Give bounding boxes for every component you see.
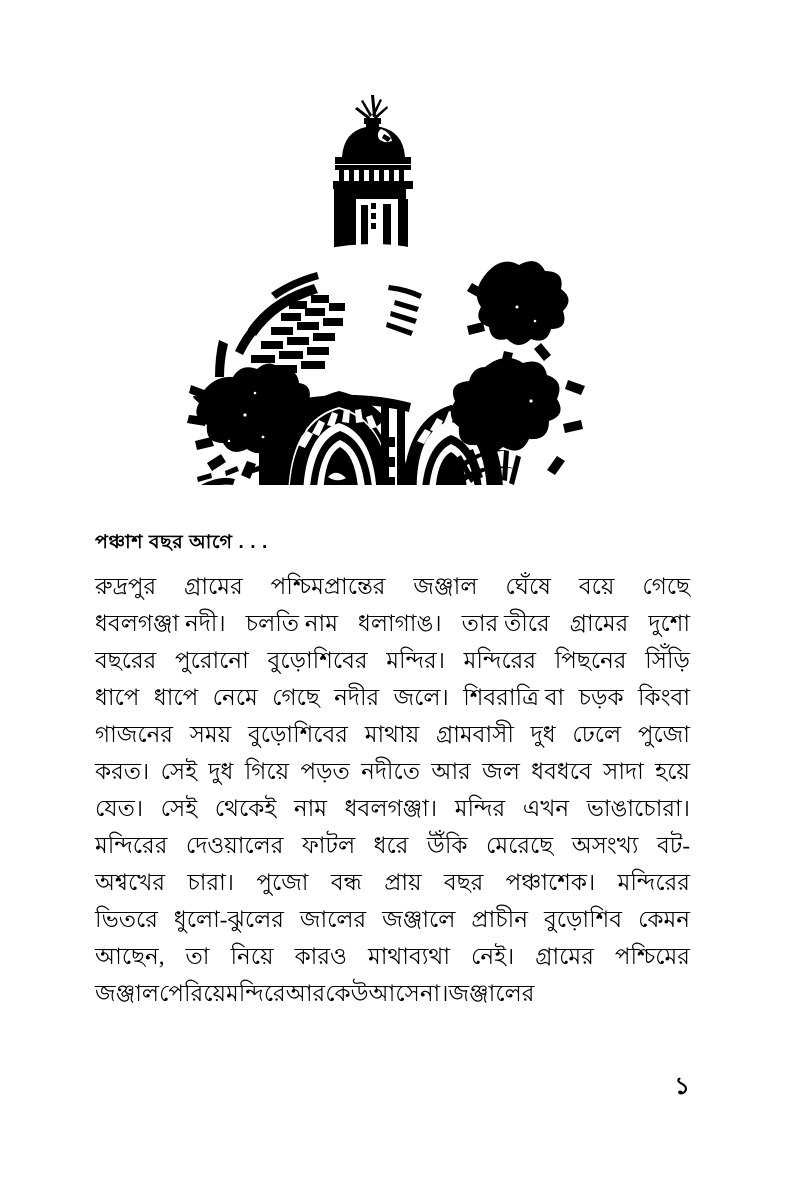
text-word: নিয়ে	[230, 944, 274, 969]
text-word: গ্রামের	[569, 611, 629, 636]
text-word: ধরে	[373, 833, 409, 858]
text-word: কারও	[294, 944, 347, 969]
text-word: উঁকি	[426, 833, 468, 858]
text-line	[95, 642, 690, 679]
text-word: পুরোনো	[175, 648, 249, 673]
text-word: জঞ্জালের	[448, 981, 535, 1006]
text-word: পিছনের	[554, 648, 627, 673]
text-word: আছেন,	[95, 944, 165, 969]
text-word: সেই	[160, 759, 198, 784]
text-word: গাজনের	[95, 722, 173, 747]
text-word: ধবলগঞ্জা।	[344, 796, 438, 821]
text-word: করত।	[95, 759, 150, 784]
text-word: ফাটল	[301, 833, 356, 858]
text-word: সিঁড়ি	[645, 648, 690, 673]
text-word: মন্দিরের	[463, 648, 536, 673]
text-line	[95, 827, 690, 864]
text-line	[95, 901, 690, 938]
text-word: জালের	[299, 907, 367, 932]
text-word: বছরের	[95, 648, 157, 673]
text-word: মেরেছে	[486, 833, 554, 858]
text-word: বুড়োশিবের	[247, 722, 348, 747]
text-word: মন্দির	[454, 796, 506, 821]
text-word: সাদা	[603, 759, 644, 784]
text-word: থেকেই	[214, 796, 277, 821]
text-word: ধলাগাঙ।	[358, 611, 442, 636]
text-word: নদীতে	[361, 759, 420, 784]
page-number: ১	[674, 1074, 690, 1100]
text-word: হয়ে	[655, 759, 690, 784]
text-line	[95, 716, 690, 753]
text-word: নেমে	[212, 685, 258, 710]
text-word: দুধ	[208, 759, 234, 784]
text-word: মাথাব্যথা	[367, 944, 450, 969]
text-word: কেউ	[325, 981, 369, 1006]
text-word: বট-	[656, 833, 690, 858]
text-word: গেছে	[642, 574, 690, 599]
text-word: আর	[431, 759, 471, 784]
text-word: সময়	[189, 722, 232, 747]
body-paragraph	[95, 568, 690, 1012]
text-word: অসংখ্য	[571, 833, 639, 858]
text-line	[95, 753, 690, 790]
text-word: তা	[185, 944, 210, 969]
text-word: জঞ্জালে	[382, 907, 456, 932]
text-word: চড়ক	[578, 685, 624, 710]
text-word: পশ্চিমপ্রান্তের	[270, 574, 386, 599]
text-word: চলতি নাম	[245, 611, 338, 636]
section-heading: পঞ্চাশ বছর আগে . . .	[95, 532, 268, 553]
text-word: অশ্বখের	[95, 870, 166, 895]
text-line	[95, 790, 690, 827]
text-word: গ্রামের	[184, 574, 243, 599]
text-word: ভিতরে	[95, 907, 158, 932]
text-word: মন্দির।	[386, 648, 445, 673]
text-word: জল	[482, 759, 520, 784]
text-word: ধুলো-ঝুলের	[173, 907, 284, 932]
text-word: জঞ্জাল	[413, 574, 478, 599]
text-line	[95, 679, 690, 716]
text-line	[95, 605, 690, 642]
text-word: প্রায়	[384, 870, 422, 895]
text-word: কেমন	[638, 907, 690, 932]
text-word: জলে।	[393, 685, 449, 710]
text-word: গ্রামের	[535, 944, 594, 969]
text-word: নেই।	[471, 944, 515, 969]
text-word: ধাপে	[95, 685, 140, 710]
text-word: ধবলগঞ্জা নদী।	[95, 611, 226, 636]
text-word: রুদ্রপুর	[95, 574, 157, 599]
text-word: মাথায়	[364, 722, 420, 747]
text-word: চারা।	[187, 870, 235, 895]
text-word: মন্দিরের	[617, 870, 690, 895]
text-word: আসে	[368, 981, 420, 1006]
text-word: শিবরাত্রি বা	[463, 685, 565, 710]
text-word: ধাপে	[153, 685, 199, 710]
text-word: বন্ধ	[330, 870, 362, 895]
text-line	[95, 864, 690, 901]
text-word: মন্দিরের	[95, 833, 168, 858]
text-word: বুড়োশিবের	[267, 648, 368, 673]
text-word: দুধ	[530, 722, 556, 747]
text-word: ধবধবে	[531, 759, 592, 784]
text-word: পশ্চিমের	[614, 944, 690, 969]
text-column	[95, 530, 690, 1012]
text-word: ঢেলে	[572, 722, 622, 747]
text-word: যেত।	[95, 796, 144, 821]
text-word: প্রাচীন	[471, 907, 528, 932]
text-word: পুজো	[637, 722, 690, 747]
text-word: এখন	[522, 796, 570, 821]
text-word: ভাঙাচোরা।	[586, 796, 690, 821]
text-word: বুড়োশিব	[543, 907, 623, 932]
text-word: নাম	[293, 796, 328, 821]
text-line	[95, 938, 690, 975]
text-word: গিয়ে	[244, 759, 290, 784]
text-word: পঞ্চাশেক।	[505, 870, 596, 895]
text-word: ঘেঁষে	[505, 574, 551, 599]
text-word: বছর	[443, 870, 484, 895]
text-word: কিংবা	[637, 685, 690, 710]
text-line	[95, 975, 690, 1012]
text-word: পেরিয়ে	[159, 981, 227, 1006]
text-word: গ্রামবাসী	[435, 722, 514, 747]
text-word: সেই	[160, 796, 198, 821]
text-word: দুশো	[648, 611, 690, 636]
text-word: নদীর	[334, 685, 380, 710]
text-word: দেওয়ালের	[185, 833, 284, 858]
text-word: গেছে	[272, 685, 320, 710]
text-word: মন্দিরে	[226, 981, 286, 1006]
text-word: পড়ত	[300, 759, 350, 784]
text-word: তার তীরে	[461, 611, 550, 636]
text-word: না।	[419, 981, 449, 1006]
text-word: জঞ্জাল	[95, 981, 160, 1006]
text-word: আর	[285, 981, 326, 1006]
text-line	[95, 568, 690, 605]
text-word: পুজো	[256, 870, 309, 895]
temple-illustration	[185, 85, 595, 485]
text-word: বয়ে	[578, 574, 615, 599]
